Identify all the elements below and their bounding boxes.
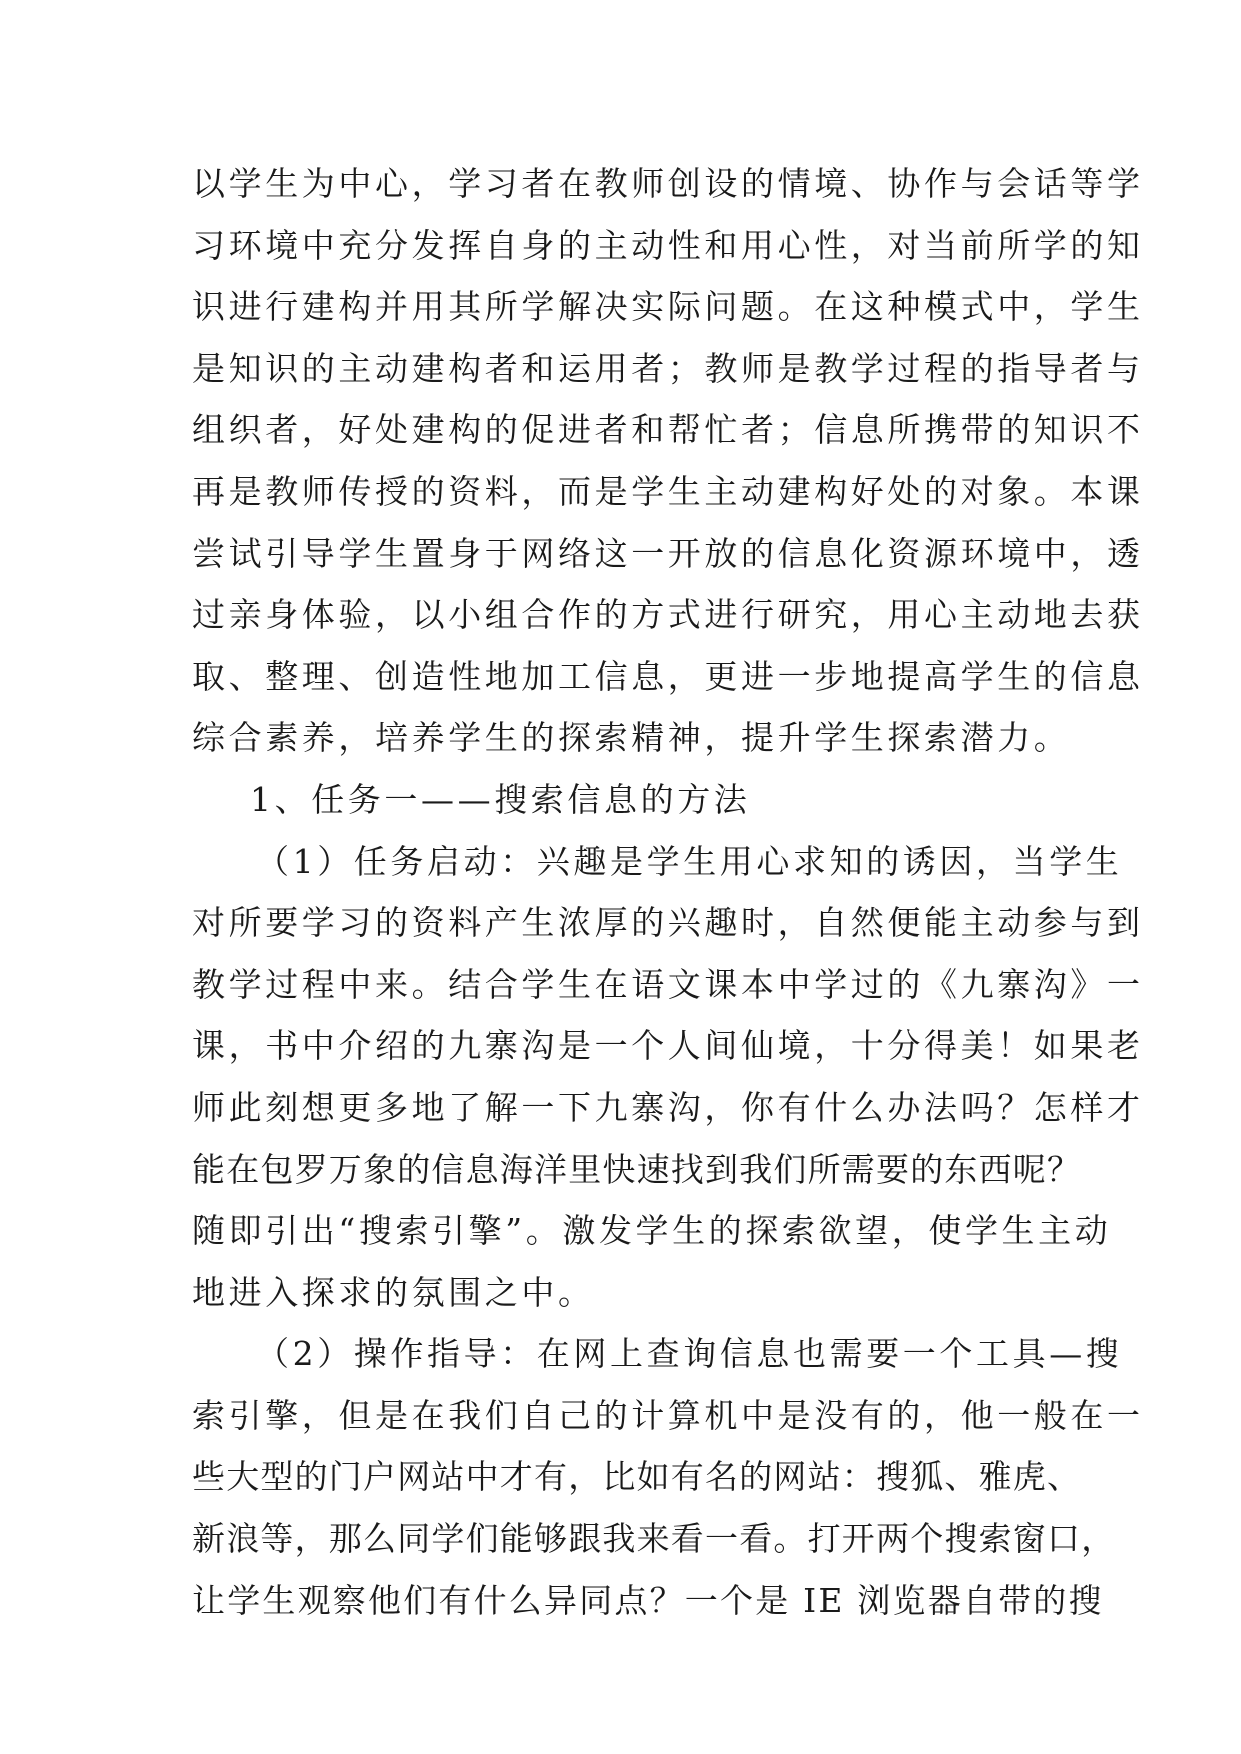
text-line-23: 新浪等，那么同学们能够跟我来看一看。打开两个搜索窗口， — [192, 1519, 1116, 1559]
text-line-14: 教学过程中来。结合学生在语文课本中学过的《九寨沟》一 — [192, 964, 1144, 1004]
body-text — [192, 153, 1144, 1631]
text-line-5: 组织者，好处建构的促进者和帮忙者；信息所携带的知识不 — [192, 410, 1144, 450]
text-line-4: 是知识的主动建构者和运用者；教师是教学过程的指导者与 — [192, 348, 1144, 388]
text-line-12: （1）任务启动：兴趣是学生用心求知的诱因，当学生 — [256, 841, 1123, 881]
text-line-19: 地进入探求的氛围之中。 — [192, 1272, 595, 1312]
text-line-10: 综合素养，培养学生的探索精神，提升学生探索潜力。 — [192, 718, 1071, 758]
text-line-22: 些大型的门户网站中才有，比如有名的网站：搜狐、雅虎、 — [192, 1457, 1082, 1497]
text-line-18: 随即引出“搜索引擎”。激发学生的探索欲望，使学生主动 — [192, 1211, 1112, 1251]
text-line-15: 课，书中介绍的九寨沟是一个人间仙境，十分得美！如果老 — [192, 1026, 1144, 1066]
text-line-8: 过亲身体验，以小组合作的方式进行研究，用心主动地去获 — [192, 595, 1144, 635]
text-line-20: （2）操作指导：在网上查询信息也需要一个工具—搜 — [256, 1334, 1123, 1374]
text-line-3: 识进行建构并用其所学解决实际问题。在这种模式中，学生 — [192, 287, 1144, 327]
text-line-9: 取、整理、创造性地加工信息，更进一步地提高学生的信息 — [192, 656, 1144, 696]
text-line-6: 再是教师传授的资料，而是学生主动建构好处的对象。本课 — [192, 471, 1144, 511]
text-line-1: 以学生为中心，学习者在教师创设的情境、协作与会话等学 — [192, 164, 1144, 203]
text-line-2: 习环境中充分发挥自身的主动性和用心性，对当前所学的知 — [192, 225, 1144, 265]
text-line-7: 尝试引导学生置身于网络这一开放的信息化资源环境中，透 — [192, 533, 1144, 573]
text-line-24: 让学生观察他们有什么异同点？一个是 IE 浏览器自带的搜 — [192, 1580, 1104, 1620]
text-line-13: 对所要学习的资料产生浓厚的兴趣时，自然便能主动参与到 — [192, 903, 1144, 943]
text-line-21: 索引擎，但是在我们自己的计算机中是没有的，他一般在一 — [192, 1395, 1144, 1435]
text-line-16: 师此刻想更多地了解一下九寨沟，你有什么办法吗？怎样才 — [192, 1087, 1144, 1127]
text-line-17: 能在包罗万象的信息海洋里快速找到我们所需要的东西呢？ — [192, 1149, 1082, 1189]
section-heading: 1、任务一——搜索信息的方法 — [250, 779, 751, 819]
